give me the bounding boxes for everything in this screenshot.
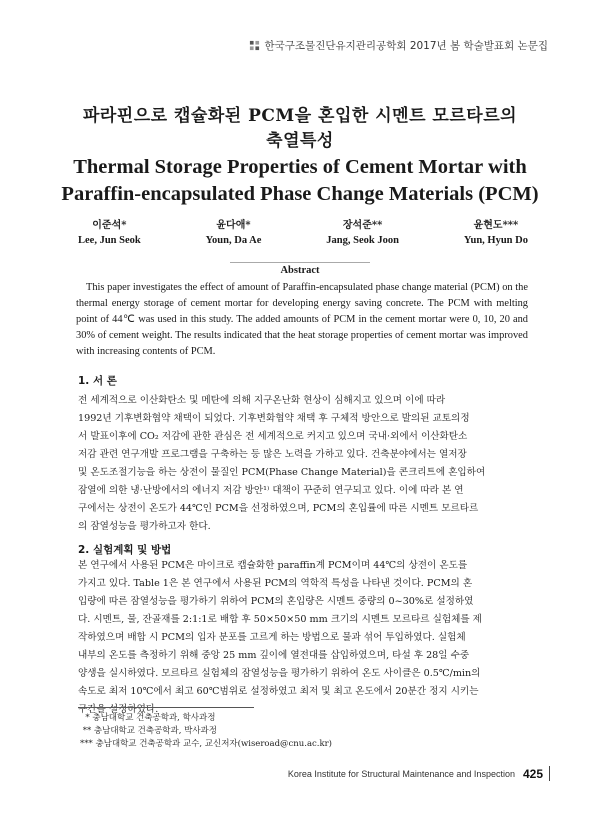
- body-line: 속도로 최저 10℃에서 최고 60℃범위로 설정하였고 최저 및 최고 온도에서 20분간 정지 시키는: [78, 686, 479, 697]
- english-title-line-1: Thermal Storage Properties of Cement Mortar with: [73, 156, 527, 178]
- author: [78, 218, 141, 248]
- abstract-text: This paper investigates the effect of amount of Paraffin-encapsulated phase change material (PCM) on the thermal energy storage of cement mortar for developing energy saving concrete. The PCM with melting point of 44℃ was used in this study. The added amounts of PCM in the cement mortar were 0, 10, 20 and 30% of cement weight. The results indicated that the heat storage properties of cement mortar was improved with increasing contents of PCM.: [76, 282, 528, 357]
- page-footer: [288, 766, 550, 781]
- footnotes: [80, 712, 332, 751]
- page-number: 425: [522, 766, 543, 781]
- author: [206, 218, 262, 248]
- body-line: 1992년 기후변화협약 채택이 되었다. 기후변화협약 채택 후 구체적 방안으로 발의된 교토의정: [78, 413, 470, 424]
- footnote: * 충남대학교 건축공학과, 학사과정: [80, 713, 216, 723]
- body-line: 서 발표이후에 CO₂ 저감에 관한 관심은 전 세계적으로 커지고 있으며 국내·외에서 이산화탄소: [78, 431, 468, 442]
- author: [326, 218, 399, 248]
- page-number-bar: [549, 766, 550, 781]
- body-line: 작하였으며 배합 시 PCM의 입자 분포를 고르게 하는 방법으로 물과 섞어 투입하였다. 실험체: [78, 632, 466, 643]
- body-line: 의 잠열성능을 평가하고자 한다.: [78, 521, 211, 532]
- footnote: *** 충남대학교 건축공학과 교수, 교신저자(wiseroad@cnu.ac.kr): [80, 739, 333, 749]
- body-line: 구간을 설정하였다.: [78, 704, 159, 715]
- abstract-divider: [230, 262, 370, 263]
- body-line: 다. 시멘트, 물, 잔골재를 2:1:1로 배합 후 50×50×50 mm 크기의 시멘트 모르타르 실험체를 제: [78, 614, 482, 625]
- society-logo-icon: [249, 40, 260, 51]
- author-name-en: Youn, Da Ae: [205, 235, 262, 246]
- footnote-divider: [78, 707, 254, 708]
- body-line: 입량에 따른 잠열성능을 평가하기 위하여 PCM의 혼입량은 시멘트 중량의 0~30%로 설정하였: [78, 596, 474, 607]
- body-line: 구에서는 상전이 온도가 44℃인 PCM을 선정하였으며, PCM의 혼입률에 따른 시멘트 모르타르: [78, 503, 479, 514]
- footnote: ** 충남대학교 건축공학과, 박사과정: [80, 726, 217, 736]
- korean-title-line-1: 파라핀으로 캡슐화된 PCM을 혼입한 시멘트 모르타르의: [82, 106, 518, 126]
- section-heading-methods: 2. 실험계획 및 방법: [78, 544, 172, 556]
- abstract-heading: Abstract: [280, 265, 320, 276]
- author-name-en: Lee, Jun Seok: [78, 235, 141, 246]
- journal-name: 한국구조물진단유지관리공학회 2017년 봄 학술발표회 논문집: [264, 40, 548, 52]
- body-line: 본 연구에서 사용된 PCM은 마이크로 캡슐화한 paraffin계 PCM이며 44℃의 상전이 온도를: [78, 560, 468, 571]
- english-title-line-2: Paraffin-encapsulated Phase Change Materials (PCM): [61, 183, 539, 205]
- author-name-ko: 이준석*: [92, 220, 127, 231]
- author-name-ko: 장석준**: [342, 220, 383, 231]
- korean-title-line-2: 축열특성: [266, 131, 334, 151]
- english-title: [40, 154, 560, 208]
- author-name-en: Yun, Hyun Do: [463, 235, 528, 246]
- korean-title: [40, 104, 560, 154]
- author: [464, 218, 528, 248]
- body-line: 내부의 온도를 측정하기 위해 중앙 25 mm 깊이에 열전대를 삽입하였으며, 타설 후 28일 수중: [78, 650, 470, 661]
- author-list: [78, 218, 528, 248]
- body-line: 가지고 있다. Table 1은 본 연구에서 사용된 PCM의 역학적 특성을 나타낸 것이다. PCM의 혼: [78, 578, 473, 589]
- section-body-introduction: [78, 392, 524, 536]
- author-name-en: Jang, Seok Joon: [326, 235, 399, 246]
- body-line: 전 세계적으로 이산화탄소 및 메탄에 의해 지구온난화 현상이 심해지고 있으며 이에 따라: [78, 395, 446, 406]
- body-line: 잠열에 의한 냉·난방에서의 에너지 저감 방안¹⁾ 대책이 꾸준히 연구되고 있다. 이에 따라 본 연: [78, 485, 464, 496]
- footer-institute: Korea Institute for Structural Maintenance and Inspection: [287, 768, 515, 779]
- section-body-methods: [78, 557, 524, 719]
- running-header: [249, 38, 548, 53]
- body-line: 양생을 실시하였다. 모르타르 실험체의 잠열성능을 평가하기 위하여 온도 사이클은 0.5℃/min의: [78, 668, 481, 679]
- section-heading-introduction: 1. 서 론: [78, 375, 117, 387]
- body-line: 저감 관련 연구개발 프로그램을 구축하는 등 많은 노력을 가하고 있다. 건축분야에서는 열저장: [78, 449, 467, 460]
- author-name-ko: 윤현도***: [473, 220, 519, 231]
- author-name-ko: 윤다애*: [216, 220, 251, 231]
- body-line: 및 온도조절기능을 하는 상전이 물질인 PCM(Phase Change Material)을 콘크리트에 혼입하여: [78, 467, 486, 478]
